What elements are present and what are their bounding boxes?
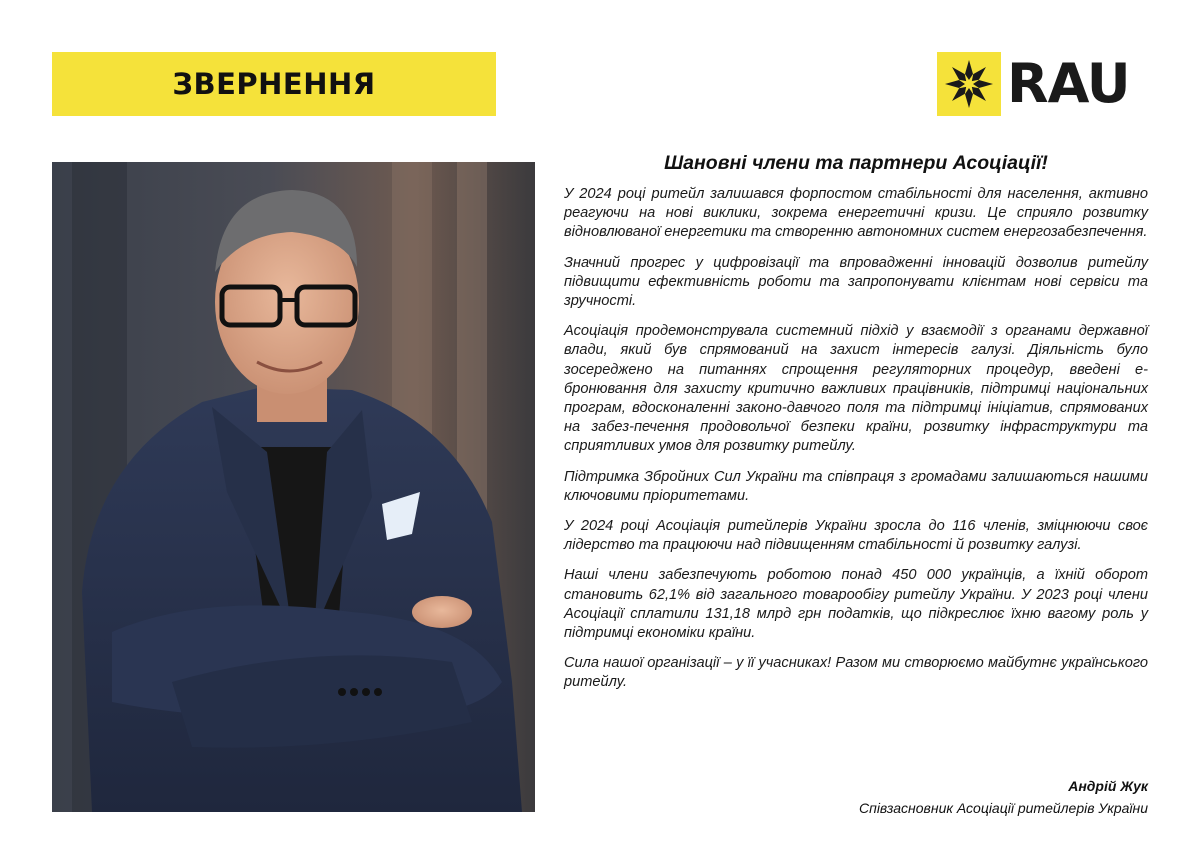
signature-block (859, 778, 1148, 816)
signature-role: Співзасновник Асоціації ритейлерів України (859, 800, 1148, 816)
letter-body (564, 152, 1148, 704)
letter-greeting: Шановні члени та партнери Асоціації! (664, 152, 1048, 174)
header-banner (52, 52, 496, 116)
rau-logo (937, 52, 1130, 116)
letter-paragraph: У 2024 році ритейл залишався форпостом стабільності для населення, активно реагуючи на нові виклики, зокрема енергетичні кризи. Це сприяло розвитку відновлюваної енергетики та створенню автономних систем енергозабезпечення. (564, 186, 1148, 241)
letter-paragraph: Асоціація продемонструвала системний підхід у взаємодії з органами державної влади, який був спрямований на захист інтересів галузі. Діяльність було зосереджено на питаннях спрощення регуляторних процедур, введені е-бронювання для захисту критично важливих працівників, підтримці національних програм, вдосконаленні законо-давчого поля та підтримці ініціатив, спрямованих на забез-печення продовольчої безпеки країни, розвитку інфраструктури та сприятливих умов для розвитку ритейлу. (564, 323, 1148, 455)
letter-paragraph: У 2024 році Асоціація ритейлерів України зросла до 116 членів, зміцнюючи своє лідерство та працюючи над підвищенням стабільності й розвитку галузі. (564, 518, 1148, 554)
letter-paragraph: Значний прогрес у цифровізації та впровадженні інновацій дозволив ритейлу підвищити ефективність роботи та запропонувати клієнтам нові сервіси та зручності. (564, 254, 1148, 310)
signature-name: Андрій Жук (1068, 778, 1148, 794)
letter-paragraph: Підтримка Збройних Сил України та співпраця з громадами залишаються нашими ключовими пріоритетами. (564, 468, 1148, 504)
letter-paragraph: Сила нашої організації – у її учасниках! Разом ми створюємо майбутнє українського ритейлу. (564, 655, 1148, 691)
star-ornament-icon (937, 52, 1001, 116)
portrait-photo (52, 162, 535, 812)
letter-paragraph: Наші члени забезпечують роботою понад 450 000 українців, а їхній оборот становить 62,1% від загального товарообігу ритейлу України. У 2023 році члени Асоціації сплатили 131,18 млрд грн податків, що підкреслює їхню вагому роль у підтримці економіки країни. (564, 567, 1148, 642)
page-title: ЗВЕРНЕННЯ (172, 67, 376, 101)
logo-wordmark: RAU (1007, 52, 1130, 115)
